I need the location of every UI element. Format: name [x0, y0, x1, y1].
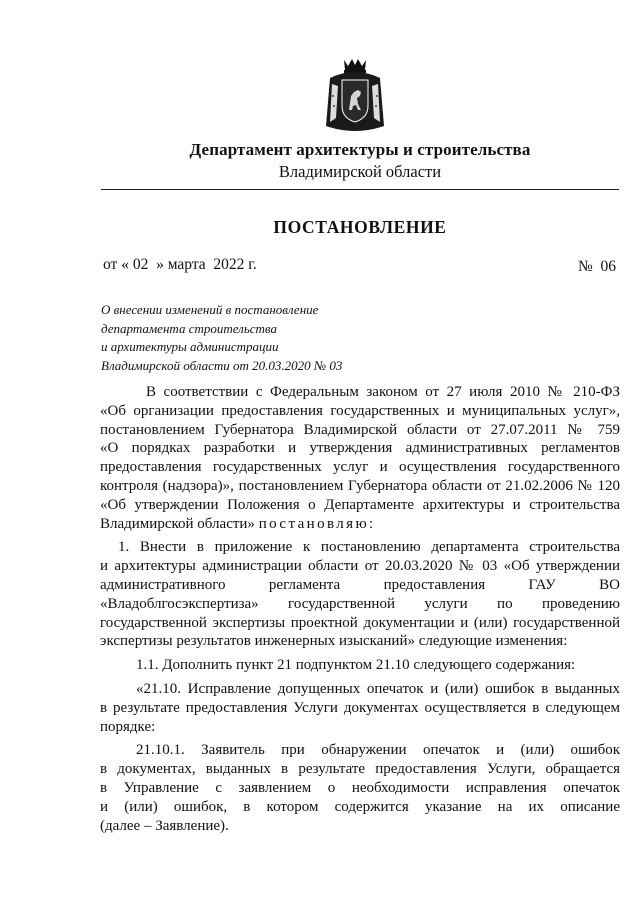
item-1-line: «Владоблгосэкспертиза» государственной услуги по проведению [100, 595, 620, 612]
preamble-last-line: Владимирской области» [100, 515, 255, 532]
item-21-10-1-line: и (или) ошибок, в котором содержится указание на их описание [100, 798, 620, 815]
item-21-10-line: в результате предоставления Услуги документах осуществляется в следующем [100, 699, 620, 716]
item-21-10-line: «21.10. Исправление допущенных опечаток и (или) ошибок в выданных [136, 680, 620, 697]
item-1-line: государственной экспертизы проектной документации и (или) государственной [100, 614, 620, 631]
document-number: № 06 [578, 258, 617, 275]
organization-name: Департамент архитектуры и строительства [189, 140, 531, 159]
header-divider [101, 189, 619, 190]
item-1-1-line: 1.1. Дополнить пункт 21 подпунктом 21.10 следующего содержания: [136, 657, 576, 674]
organization-region: Владимирской области [278, 162, 442, 181]
preamble-line [100, 515, 620, 534]
document-subject [101, 301, 342, 375]
item-21-10-1-line: (далее – Заявление). [100, 817, 229, 834]
preamble-line: В соответствии с Федеральным законом от 27 июля 2010 № 210-ФЗ [146, 384, 620, 400]
item-1-line: административного регламента предоставления ГАУ ВО [100, 576, 620, 593]
subject-line: О внесении изменений в постановление [101, 302, 319, 317]
decree-word: постановляю: [258, 515, 376, 532]
preamble-line: «О порядках разработки и утверждения административных регламентов [100, 440, 620, 457]
document-body [100, 383, 620, 835]
item-21-10-line: порядке: [100, 718, 156, 735]
item-21-10-1-line: 21.10.1. Заявитель при обнаружении опечаток и (или) ошибок [136, 742, 620, 759]
item-21-10-1-line: в Управление с заявлением о необходимости исправления опечаток [100, 779, 620, 796]
subject-line: департамента строительства [101, 320, 277, 336]
document-type-title: ПОСТАНОВЛЕНИЕ [273, 217, 447, 237]
preamble-line: постановлением Губернатора Владимирской области от 27.07.2011 № 759 [100, 421, 620, 438]
preamble-line: контроля (надзора)», постановлением Губернатора области от 21.02.2006 № 120 [100, 477, 620, 494]
item-1-line: 1. Внести в приложение к постановлению департамента строительства [118, 539, 620, 556]
coat-of-arms-icon [322, 56, 388, 136]
preamble-line: предоставления государственных услуг и осуществления государственного [100, 459, 620, 476]
subject-line: Владимирской области от 20.03.2020 № 03 [101, 357, 343, 373]
preamble-line: «Об утверждении Положения о Департаменте архитектуры и строительства [100, 496, 620, 513]
item-1-line: и архитектуры администрации области от 20.03.2020 № 03 «Об утверждении [100, 558, 620, 575]
subject-line: и архитектуры администрации [101, 339, 279, 354]
preamble-line: «Об организации предоставления государственных и муниципальных услуг», [100, 402, 620, 419]
item-21-10-1-line: в документах, выданных в результате предоставления Услуги, обращается [100, 761, 620, 778]
item-1-line: экспертизы результатов инженерных изысканий» следующие изменения: [100, 633, 568, 650]
document-date: от « 02 » марта 2022 г. [103, 256, 257, 273]
